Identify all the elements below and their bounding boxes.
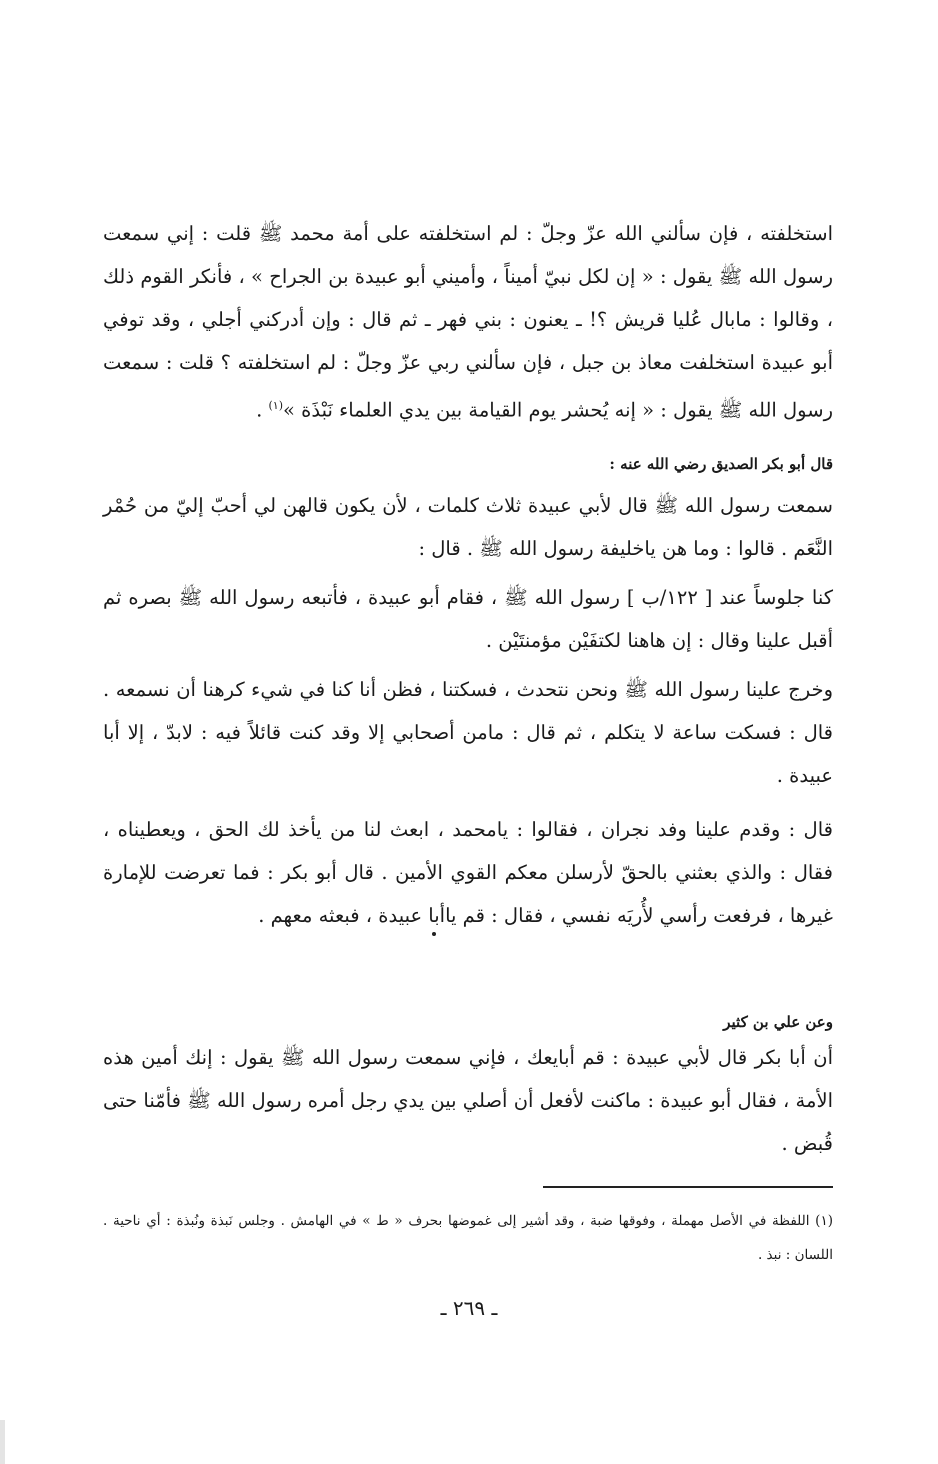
section-heading-text: قال أبو بكر الصديق رضي الله عنه :	[609, 455, 833, 473]
paragraph-2	[103, 484, 833, 570]
paragraph-6-text: أن أبا بكر قال لأبي عبيدة : قم أبايعك ، فإني سمعت رسول الله ﷺ يقول : إنك أمين هذه الأمة ، فقال أبو عبيدة : ماكنت لأفعل أن أصلي بين يدي رجل أمره رسول الله ﷺ فأمّنا حتى قُبض .	[103, 1046, 833, 1155]
section-heading-ali	[103, 1010, 833, 1034]
scan-edge-shadow	[0, 1420, 5, 1464]
page-number: ـ ٢٦٩ ـ	[440, 1296, 498, 1320]
scan-speck	[432, 932, 436, 936]
footnote	[103, 1204, 833, 1272]
footnote-divider	[543, 1186, 833, 1188]
paragraph-4-text: وخرج علينا رسول الله ﷺ ونحن نتحدث ، فسكتنا ، فظن أنا كنا في شيء كرهنا أن نسمعه . قال : فسكت ساعة لا يتكلم ، ثم قال : مامن أصحابي إلا وقد كنت قائلاً فيه : لابدّ ، إلا أبا عبيدة .	[103, 678, 833, 787]
footnote-text: (١) اللفظة في الأصل مهملة ، وفوقها ضبة ، وقد أشير إلى غموضها بحرف « ط » في الهامش . وجلس نَبذة ونُبذة : أي ناحية . اللسان : نبذ .	[103, 1213, 833, 1263]
paragraph-6	[103, 1036, 833, 1165]
paragraph-1-end: .	[256, 398, 269, 422]
paragraph-1-text: استخلفته ، فإن سألني الله عزّ وجلّ : لم استخلفته على أمة محمد ﷺ قلت : إني سمعت رسول الله ﷺ يقول : « إن لكل نبيّ أميناً ، وأميني أبو عبيدة بن الجراح » ، فأنكر القوم ذلك ، وقالوا : مابال عُليا قريش ؟! ـ يعنون : بني فهر ـ ثم قال : وإن أدركني أجلي ، وقد توفي أبو عبيدة استخلفت معاذ بن جبل ، فإن سألني ربي عزّ وجلّ : لم استخلفته ؟ قلت : سمعت رسول الله ﷺ يقول : « إنه يُحشر يوم القيامة بين يدي العلماء نَبْذَة »	[103, 222, 833, 422]
paragraph-5	[103, 808, 833, 937]
paragraph-2-text: سمعت رسول الله ﷺ قال لأبي عبيدة ثلاث كلمات ، لأن يكون قالهن لي أحبّ إليّ من حُمْر النَّعَم . قالوا : وما هن ياخليفة رسول الله ﷺ . قال :	[103, 494, 833, 560]
section-heading-2-text: وعن علي بن كثير	[723, 1013, 833, 1031]
paragraph-4	[103, 668, 833, 797]
section-heading-abu-bakr	[103, 452, 833, 476]
paragraph-3	[103, 576, 833, 662]
paragraph-5-text: قال : وقدم علينا وفد نجران ، فقالوا : يامحمد ، ابعث لنا من يأخذ لك الحق ، ويعطيناه ، فقال : والذي بعثني بالحقّ لأرسلن معكم القوي الأمين . قال أبو بكر : فما تعرضت للإمارة غيرها ، فرفعت رأسي لأُريَه نفسي ، فقال : قم ياأبا عبيدة ، فبعثه معهم .	[103, 818, 833, 927]
footnote-reference: (١)	[268, 399, 283, 412]
paragraph-1	[103, 212, 833, 432]
paragraph-3-text: كنا جلوساً عند [ ١٢٢/ب ] رسول الله ﷺ ، فقام أبو عبيدة ، فأتبعه رسول الله ﷺ بصره ثم أقبل علينا وقال : إن هاهنا لكتفَيْن مؤمنتَيْن .	[103, 586, 833, 652]
